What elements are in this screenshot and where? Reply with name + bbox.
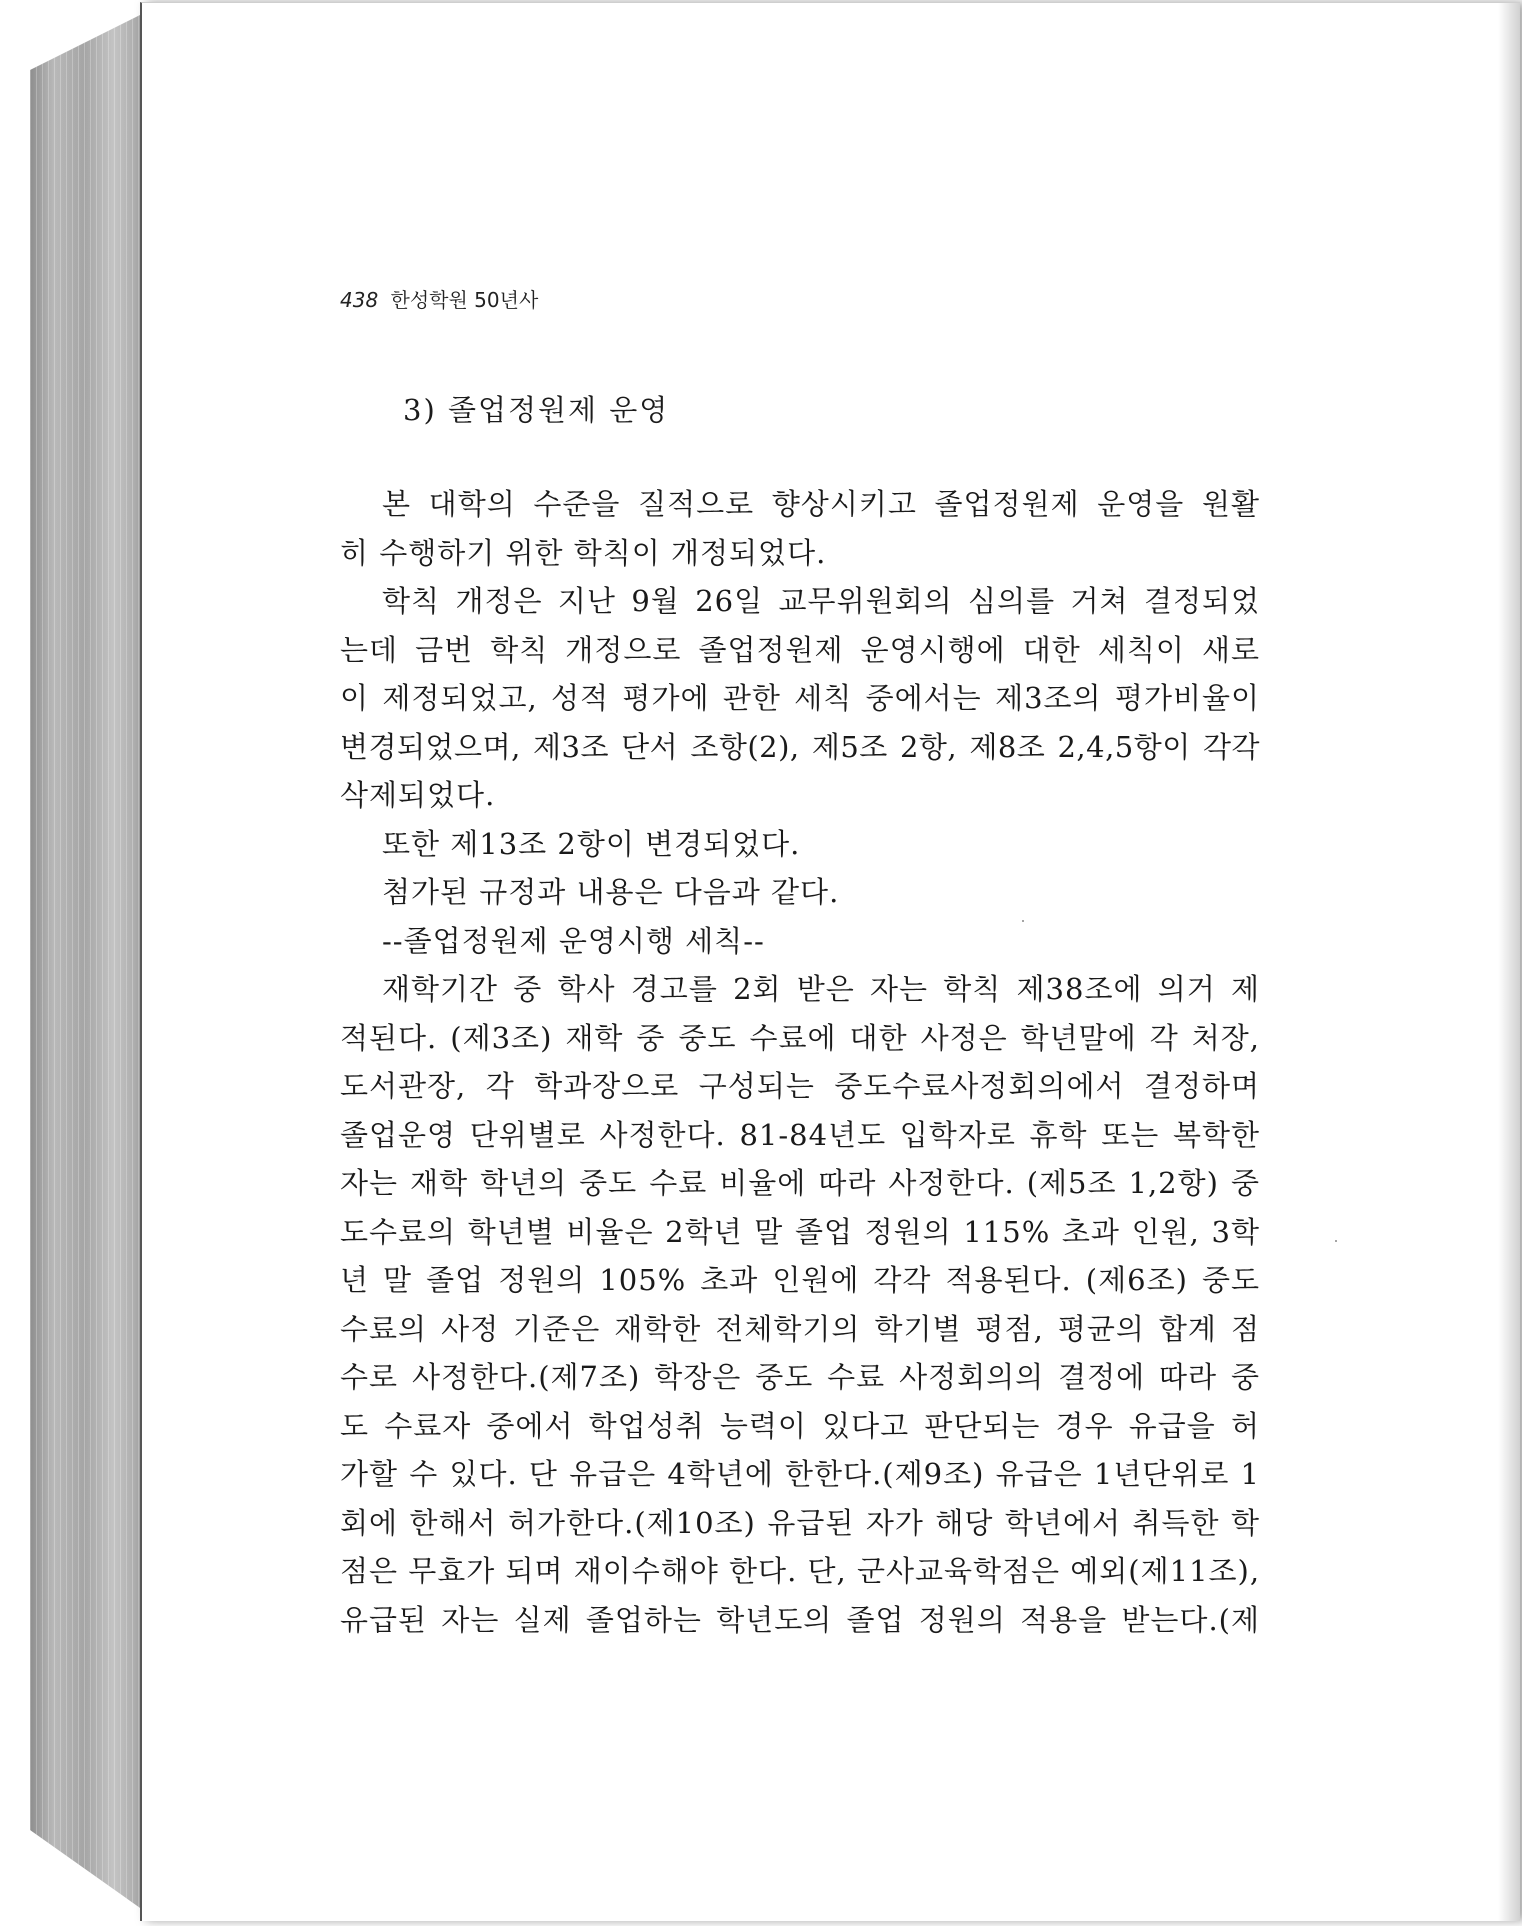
text-line: 자는 재학 학년의 중도 수료 비율에 따라 사정한다. (제5조 1,2항) 중: [340, 1166, 1260, 1200]
text-line: 도서관장, 각 학과장으로 구성되는 중도수료사정회의에서 결정하며: [340, 1069, 1260, 1103]
text-line: 수료의 사정 기준은 재학한 전체학기의 학기별 평점, 평균의 합계 점: [340, 1311, 1260, 1346]
text-line: 적된다. (제3조) 재학 중 중도 수료에 대한 사정은 학년말에 각 처장,: [340, 1020, 1260, 1055]
text-line: 도 수료자 중에서 학업성취 능력이 있다고 판단되는 경우 유급을 허: [340, 1408, 1260, 1443]
body-text: [340, 480, 1260, 1644]
running-head: [340, 284, 538, 313]
text-line: --졸업정원제 운영시행 세칙--: [382, 923, 765, 958]
text-line: 년 말 졸업 정원의 105% 초과 인원에 각각 적용된다. (제6조) 중도: [340, 1263, 1260, 1297]
text-line: 첨가된 규정과 내용은 다음과 같다.: [382, 875, 840, 909]
text-line: 졸업운영 단위별로 사정한다. 81-84년도 입학자로 휴학 또는 복학한: [340, 1117, 1260, 1152]
page-number: 438: [340, 288, 379, 312]
text-line: 가할 수 있다. 단 유급은 4학년에 한한다.(제9조) 유급은 1년단위로 1: [340, 1457, 1260, 1491]
text-line: 본 대학의 수준을 질적으로 향상시키고 졸업정원제 운영을 원활: [382, 487, 1260, 521]
scan-speck: [1335, 1240, 1337, 1242]
text-line: 변경되었으며, 제3조 단서 조항(2), 제5조 2항, 제8조 2,4,5항이 각각: [340, 729, 1260, 764]
text-line: 는데 금번 학칙 개정으로 졸업정원제 운영시행에 대한 세칙이 새로: [340, 632, 1260, 667]
book-page-edge-lines: [30, 10, 150, 1915]
scan-speck: [1022, 920, 1024, 922]
page-shadow: [1498, 3, 1520, 1921]
text-line: 재학기간 중 학사 경고를 2회 받은 자는 학칙 제38조에 의거 제: [382, 972, 1260, 1006]
section-title: 3) 졸업정원제 운영: [403, 393, 670, 427]
text-line: 회에 한해서 허가한다.(제10조) 유급된 자가 해당 학년에서 취득한 학: [340, 1505, 1260, 1540]
text-line: 삭제되었다.: [340, 778, 496, 812]
text-line: 점은 무효가 되며 재이수해야 한다. 단, 군사교육학점은 예외(제11조),: [340, 1554, 1261, 1588]
text-line: 히 수행하기 위한 학칙이 개정되었다.: [340, 535, 827, 570]
text-line: 도수료의 학년별 비율은 2학년 말 졸업 정원의 115% 초과 인원, 3학: [340, 1214, 1260, 1249]
text-line: 또한 제13조 2항이 변경되었다.: [382, 826, 801, 861]
text-line: 학칙 개정은 지난 9월 26일 교무위원회의 심의를 거쳐 결정되었: [382, 584, 1260, 618]
book-title: 한성학원 50년사: [390, 288, 539, 312]
text-line: 수로 사정한다.(제7조) 학장은 중도 수료 사정회의의 결정에 따라 중: [340, 1360, 1260, 1394]
text-line: 이 제정되었고, 성적 평가에 관한 세칙 중에서는 제3조의 평가비율이: [340, 681, 1260, 715]
text-line: 유급된 자는 실제 졸업하는 학년도의 졸업 정원의 적용을 받는다.(제: [340, 1602, 1260, 1637]
